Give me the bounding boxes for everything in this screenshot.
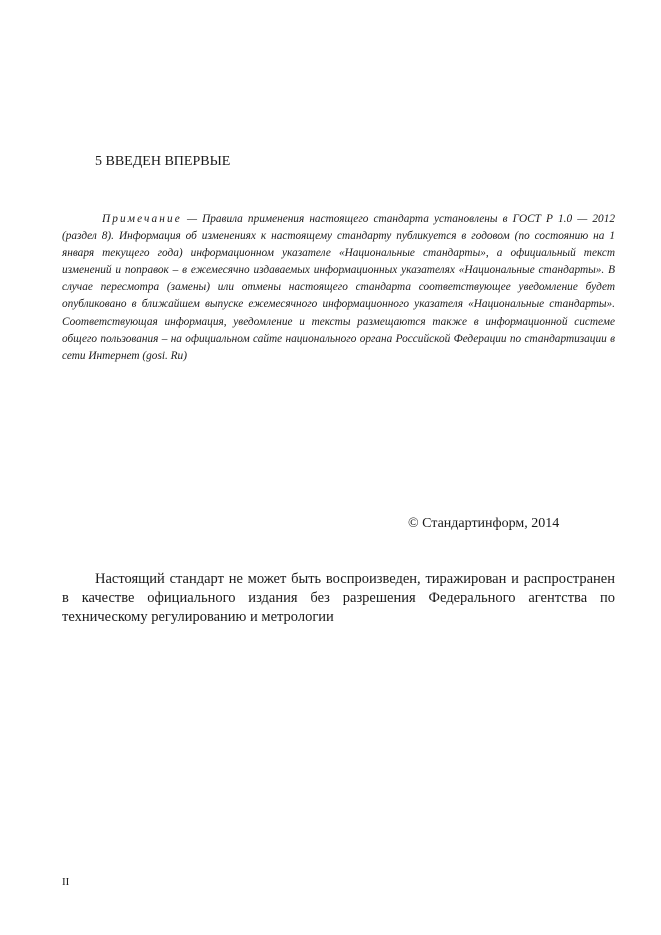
reproduction-notice: Настоящий стандарт не может быть воспроизведен, тиражирован и распространен в качестве официального издания без разрешения Федерального агентства по техническому регулированию и метрологии [62, 571, 615, 625]
page-number: II [62, 876, 70, 888]
section-heading: 5 ВВЕДЕН ВПЕРВЫЕ [95, 154, 231, 169]
note-label: Примечание [102, 213, 182, 225]
note-text: — Правила применения настоящего стандарта установлены в ГОСТ Р 1.0 — 2012 (раздел 8). Информация об изменениях к настоящему стандарту публикуется в годовом (по состоянию на 1 января текущего года) информационном указателе «Национальные стандарты», а официальный текст изменений и поправок – в ежемесячно издаваемых информационных указателях «Национальные стандарты». В случае пересмотра (замены) или отмены настоящего стандарта соответствующее уведомление будет опубликовано в ближайшем выпуске ежемесячного информационного указателя «Национальные стандарты». Соответствующая информация, уведомление и тексты размещаются также в информационной системе общего пользования – на официальном сайте национального органа Российской Федерации по стандартизации в сети Интернет (gosi. Ru) [62, 213, 615, 362]
note-paragraph [62, 211, 615, 365]
copyright-line: © Стандартинформ, 2014 [408, 516, 560, 531]
